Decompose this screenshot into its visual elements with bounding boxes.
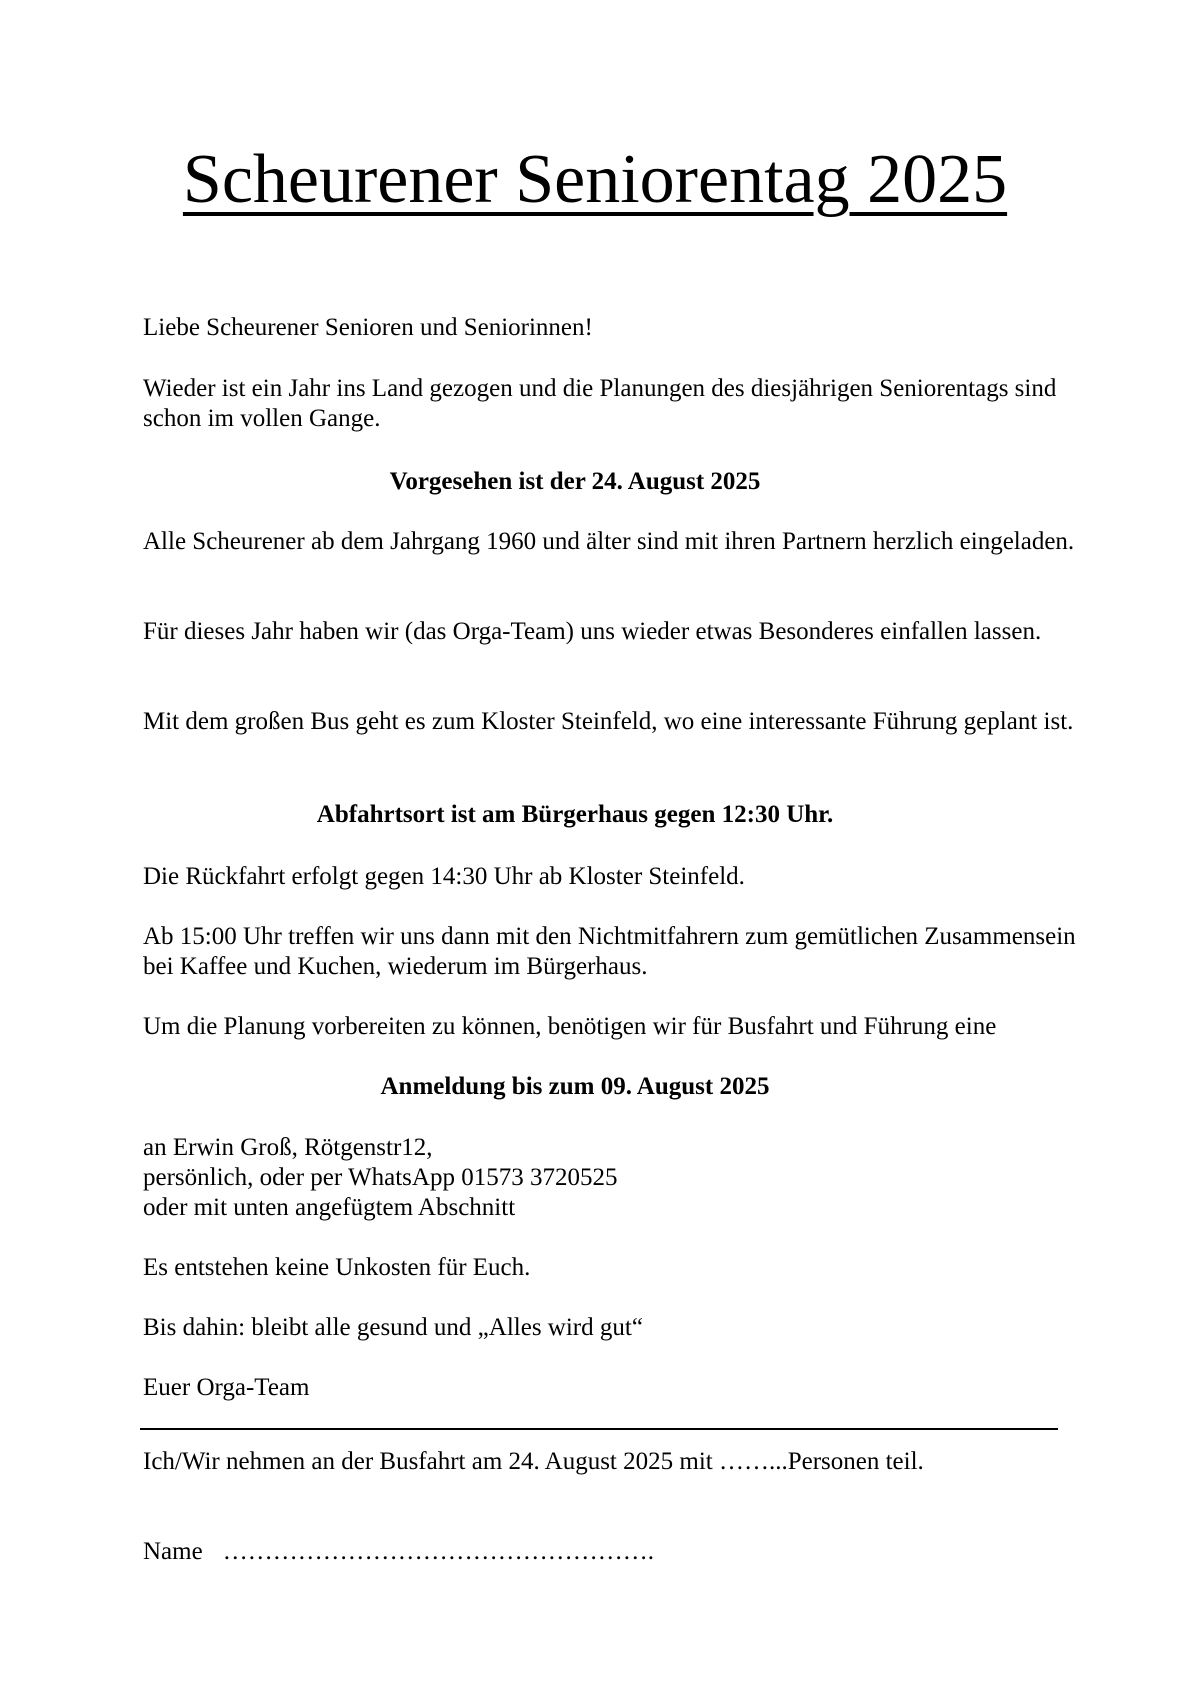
heading-departure: Abfahrtsort ist am Bürgerhaus gegen 12:30 Uhr. — [316, 801, 834, 828]
return-trip-paragraph: Die Rückfahrt erfolgt gegen 14:30 Uhr ab Kloster Steinfeld. — [143, 863, 745, 890]
special-paragraph: Für dieses Jahr haben wir (das Orga-Team) uns wieder etwas Besonderes einfallen lassen. — [143, 618, 1042, 645]
contact-line-3: oder mit unten angefügtem Abschnitt — [143, 1194, 516, 1221]
contact-line-1: an Erwin Groß, Rötgenstr12, — [143, 1134, 433, 1161]
document-title-text: Scheurener Seniorentag 2025 — [182, 141, 1008, 218]
invitation-paragraph: Alle Scheurener ab dem Jahrgang 1960 und älter sind mit ihren Partnern herzlich eingeladen. — [143, 528, 1075, 555]
document-title — [0, 140, 1190, 220]
greeting: Liebe Scheurener Senioren und Seniorinnen! — [143, 314, 593, 341]
farewell-paragraph: Bis dahin: bleibt alle gesund und „Alles wird gut“ — [143, 1314, 643, 1341]
contact-block — [143, 1133, 1083, 1223]
costs-paragraph: Es entstehen keine Unkosten für Euch. — [143, 1254, 531, 1281]
participation-form-line: Ich/Wir nehmen an der Busfahrt am 24. August 2025 mit ……...Personen teil. — [143, 1448, 924, 1475]
name-form-line — [143, 1537, 1083, 1567]
name-dotted-field: ……………………………………………. — [222, 1538, 654, 1565]
intro-paragraph: Wieder ist ein Jahr ins Land gezogen und die Planungen des diesjährigen Seniorentags sind schon im vollen Gange. — [143, 375, 1057, 432]
coffee-paragraph: Ab 15:00 Uhr treffen wir uns dann mit den Nichtmitfahrern zum gemütlichen Zusammensein bei Kaffee und Kuchen, wiederum im Bürgerhaus. — [143, 923, 1076, 980]
bus-trip-paragraph: Mit dem großen Bus geht es zum Kloster Steinfeld, wo eine interessante Führung geplant ist. — [143, 708, 1074, 735]
contact-line-2: persönlich, oder per WhatsApp 01573 3720525 — [143, 1164, 618, 1191]
planning-paragraph: Um die Planung vorbereiten zu können, benötigen wir für Busfahrt und Führung eine — [143, 1013, 997, 1040]
heading-registration: Anmeldung bis zum 09. August 2025 — [380, 1073, 770, 1100]
signature: Euer Orga-Team — [143, 1374, 310, 1401]
heading-date: Vorgesehen ist der 24. August 2025 — [389, 468, 761, 495]
cut-line-divider — [140, 1428, 1058, 1430]
name-label: Name — [143, 1538, 203, 1565]
